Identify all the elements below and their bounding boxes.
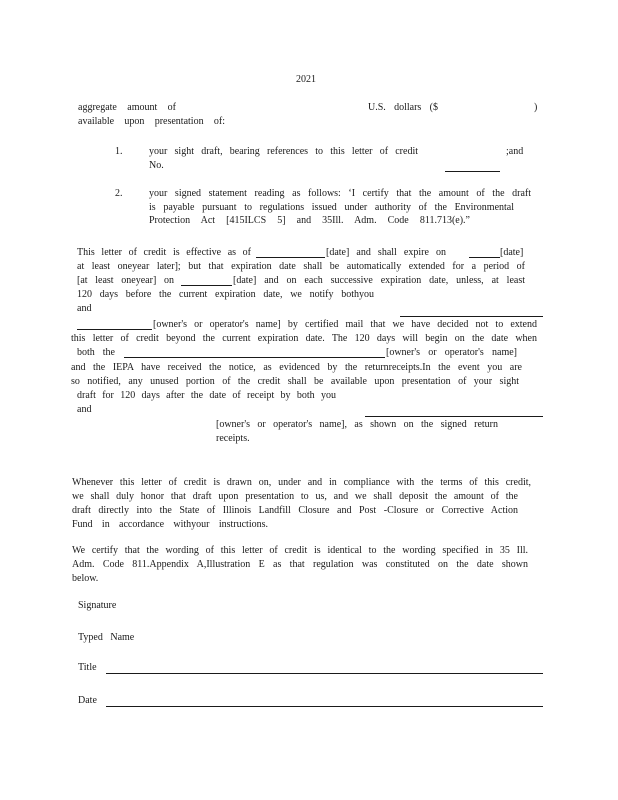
item-1-text: your sight draft, bearing references to this letter of credit xyxy=(149,146,418,157)
item-2-line-3: Protection Act [415ILCS 5] and 35Ill. Adm. Code 811.713(e).” xyxy=(149,215,470,226)
paragraph-2-line-12: and xyxy=(77,404,92,415)
signature-label: Signature xyxy=(78,600,117,611)
effective-line-c: [date] xyxy=(500,247,524,258)
amount-line-close: ) xyxy=(534,102,538,113)
effective-date-blank xyxy=(256,257,325,258)
typed-name-label: Typed Name xyxy=(78,632,135,643)
effective-line-b: [date] and shall expire on xyxy=(326,247,446,258)
paragraph-2-line-14: receipts. xyxy=(216,433,250,444)
paragraph-2-line-8b: [owner's or operator's name] xyxy=(386,347,517,358)
title-label: Title xyxy=(78,662,97,673)
item-1-no: No. xyxy=(149,160,164,171)
date-label: Date xyxy=(78,695,97,706)
paragraph-2-line-3b: [date] and on each successive expiration date, unless, at least xyxy=(233,275,525,286)
title-line xyxy=(106,673,543,674)
notify-name-blank xyxy=(400,316,543,317)
paragraph-3-line-1: Whenever this letter of credit is drawn on, under and in compliance with the terms of this credit, xyxy=(72,477,531,488)
paragraph-4-line-3: below. xyxy=(72,573,99,584)
document-year: 2021 xyxy=(296,74,316,85)
effective-line-a: This letter of credit is effective as of xyxy=(77,247,251,258)
available-line: available upon presentation of: xyxy=(78,116,225,127)
paragraph-2-line-6: [owner's or operator's name] by certified mail that we have decided not to extend xyxy=(153,319,537,330)
receipt-name-blank xyxy=(365,416,543,417)
item-1-tail: ;and xyxy=(506,146,524,157)
paragraph-2-line-7: this letter of credit beyond the current expiration date. The 120 days will begin on the date when xyxy=(71,333,537,344)
paragraph-2-line-5: and xyxy=(77,303,92,314)
paragraph-2-line-2: at least oneyear later]; but that expiration date shall be automatically extended for a period of xyxy=(77,261,525,272)
owner-name-blank-2 xyxy=(124,357,385,358)
paragraph-4-line-1: We certify that the wording of this letter of credit is identical to the wording specified in 35 Ill. xyxy=(72,545,528,556)
item-2-number: 2. xyxy=(115,188,123,199)
paragraph-2-line-8a: both the xyxy=(77,347,115,358)
amount-line-currency: U.S. dollars ($ xyxy=(368,102,438,113)
paragraph-3-line-2: we shall duly honor that draft upon presentation to us, and we shall deposit the amount of the xyxy=(72,491,518,502)
item-1-number-blank xyxy=(445,171,500,172)
paragraph-3-line-3: draft directly into the State of Illinois Landfill Closure and Post -Closure or Corrective Action xyxy=(72,505,518,516)
paragraph-2-line-13: [owner's or operator's name], as shown on the signed return xyxy=(216,419,498,430)
amount-line-left: aggregate amount of xyxy=(78,102,176,113)
item-1-number: 1. xyxy=(115,146,123,157)
paragraph-3-line-4: Fund in accordance withyour instructions. xyxy=(72,519,268,530)
expire-date-blank xyxy=(469,257,500,258)
owner-name-blank-1 xyxy=(77,329,152,330)
paragraph-2-line-3a: [at least oneyear] on xyxy=(77,275,174,286)
paragraph-4-line-2: Adm. Code 811.Appendix A,Illustration E as that regulation was constituted on the date shown xyxy=(72,559,528,570)
paragraph-2-line-11: draft for 120 days after the date of receipt by both you xyxy=(77,390,336,401)
paragraph-2-line-9: and the IEPA have received the notice, as evidenced by the returnreceipts.In the event you are xyxy=(71,362,522,373)
item-2-line-1: your signed statement reading as follows: ‘I certify that the amount of the draft xyxy=(149,188,531,199)
date-line xyxy=(106,706,543,707)
paragraph-2-line-4: 120 days before the current expiration date, we notify bothyou xyxy=(77,289,374,300)
item-2-line-2: is payable pursuant to regulations issued under authority of the Environmental xyxy=(149,202,514,213)
extension-date-blank xyxy=(181,285,232,286)
paragraph-2-line-10: so notified, any unused portion of the credit shall be available upon presentation of your sight xyxy=(71,376,519,387)
